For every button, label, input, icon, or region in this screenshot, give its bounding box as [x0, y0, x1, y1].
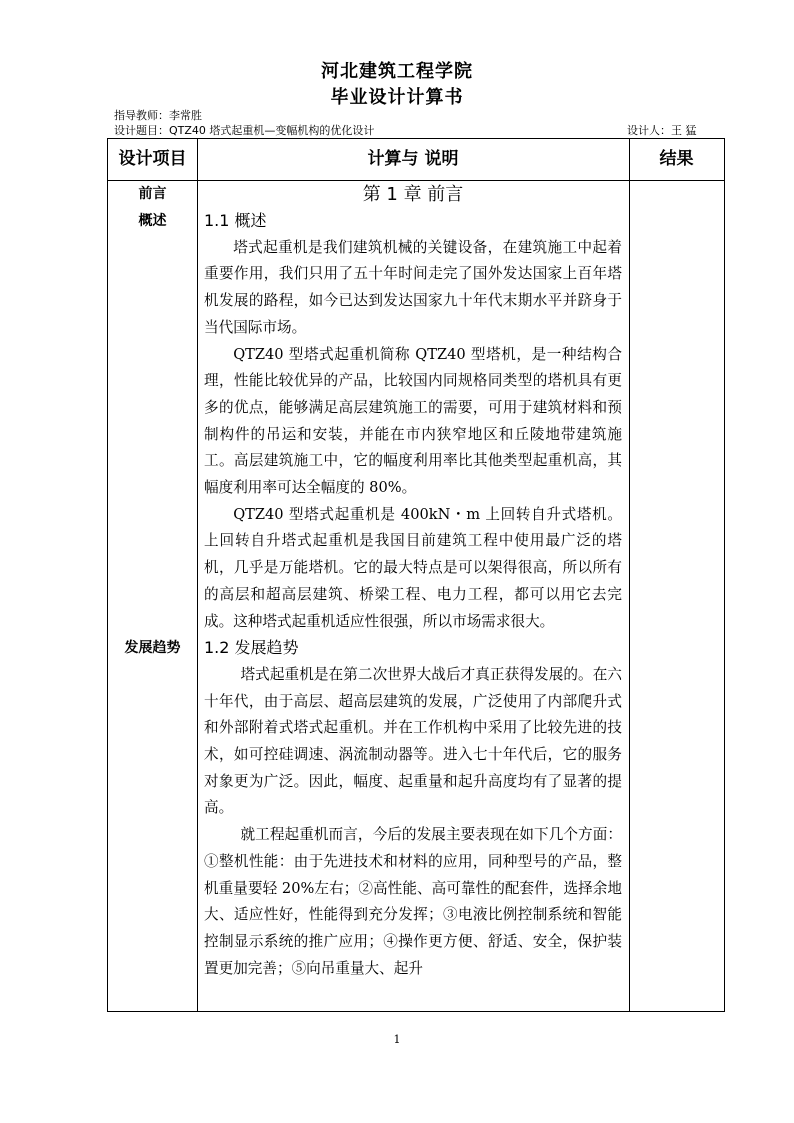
column-divider	[197, 139, 198, 1011]
paragraph: 塔式起重机是我们建筑机械的关键设备，在建筑施工中起着重要作用，我们只用了五十年时间走完了国外发达国家上百年塔机发展的路程，如今已达到发达国家九十年代末期水平并跻身于当代国际市场。	[204, 238, 622, 336]
section-heading-trend: 1.2 发展趋势	[204, 638, 299, 658]
paragraph: 塔式起重机是在第二次世界大战后才真正获得发展的。在六十年代，由于高层、超高层建筑的发展，广泛使用了内部爬升式和外部附着式塔式起重机。并在工作机构中采用了比较先进的技术，如可控硅调速、涡流制动器等。进入七十年代后，它的服务对象更为广泛。因此，幅度、起重量和起升高度均有了显著的提高。	[204, 665, 622, 817]
column-header-result: 结果	[659, 149, 694, 169]
sidebar-label-trend: 发展趋势	[124, 640, 181, 656]
column-header-project: 设计项目	[118, 149, 187, 169]
designer-line: 设计人：王 猛	[627, 124, 697, 137]
column-divider	[629, 139, 630, 1011]
section-heading-overview: 1.1 概述	[204, 211, 267, 230]
sidebar-label-preface: 前言	[138, 186, 167, 202]
page-number: 1	[393, 1033, 401, 1046]
column-header-calc: 计算与 说明	[367, 149, 459, 169]
paragraph: QTZ40 型塔式起重机简称 QTZ40 型塔机，是一种结构合理，性能比较优异的产品，比较国内同规格同类型的塔机具有更多的优点，能够满足高层建筑施工的需要，可用于建筑材料和预制构件的吊运和安装，并能在市内狭窄地区和丘陵地带建筑施工。高层建筑施工中，它的幅度利用率比其他类型起重机高，其幅度利用率可达全幅度的 80%。	[204, 345, 622, 497]
school-title: 河北建筑工程学院	[321, 61, 473, 82]
calculation-content	[204, 180, 622, 982]
chapter-heading: 第 1 章 前言	[362, 184, 464, 205]
paragraph: 就工程起重机而言，今后的发展主要表现在如下几个方面：①整机性能：由于先进技术和材料的应用，同种型号的产品，整机重量要轻 20%左右；②高性能、高可靠性的配套件，选择余地大、适应性好，性能得到充分发挥；③电液比例控制系统和智能控制显示系统的推广应用；④操作更方便、舒适、安全，保护装置更加完善；⑤向吊重量大、起升	[204, 826, 622, 977]
advisor-line: 指导教师：李常胜	[114, 109, 202, 122]
calculation-table	[107, 138, 725, 1012]
topic-line: 设计题目：QTZ40 塔式起重机—变幅机构的优化设计	[114, 124, 375, 137]
document-title: 毕业设计计算书	[330, 87, 464, 108]
paragraph: QTZ40 型塔式起重机是 400kN・m 上回转自升式塔机。上回转自升塔式起重机是我国目前建筑工程中使用最广泛的塔机，几乎是万能塔机。它的最大特点是可以架得很高，所以所有的高层和超高层建筑、桥梁工程、电力工程，都可以用它去完成。这种塔式起重机适应性很强，所以市场需求很大。	[204, 505, 622, 630]
sidebar-label-overview: 概述	[138, 213, 167, 229]
